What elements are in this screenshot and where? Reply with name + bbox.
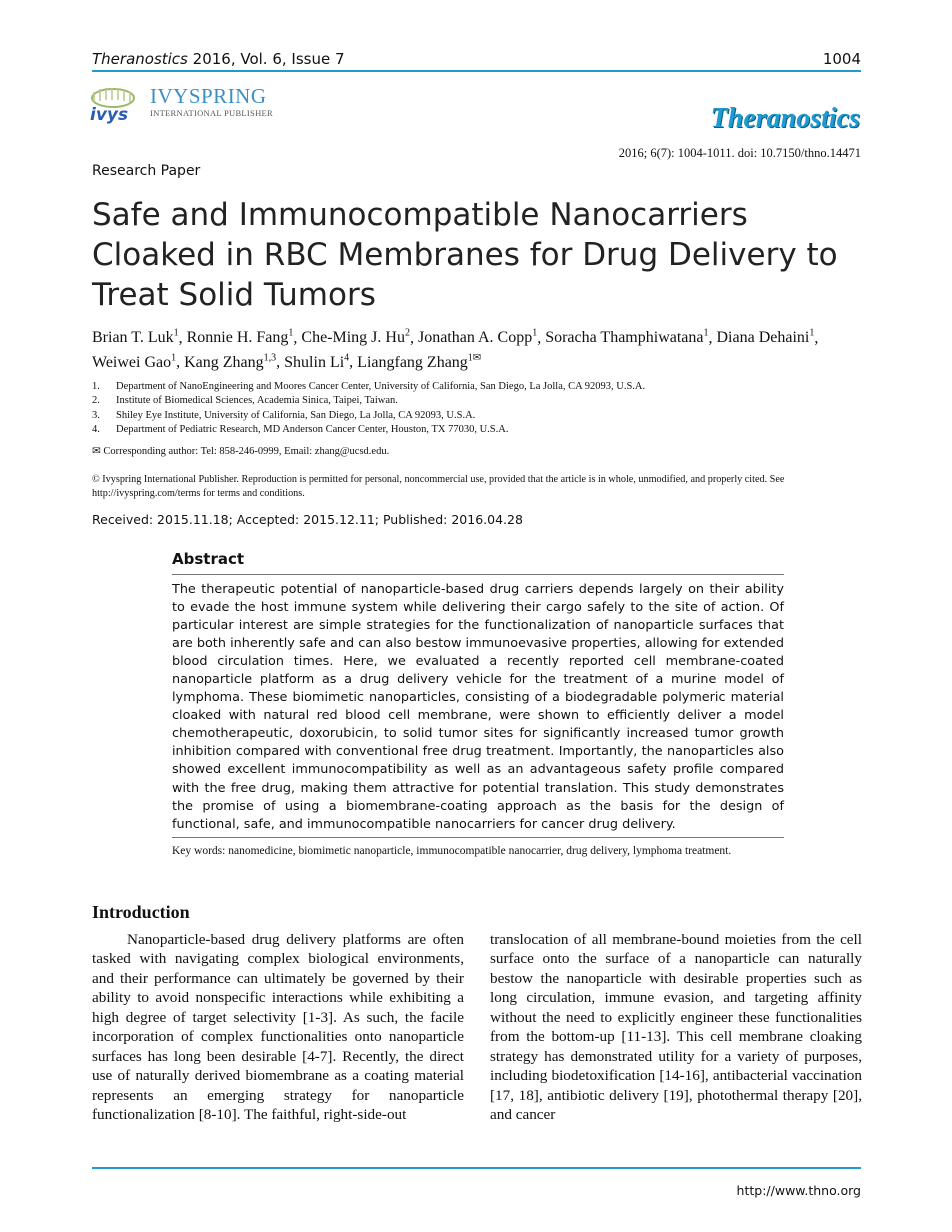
author-name: Che-Ming J. Hu (301, 329, 405, 347)
author (92, 354, 176, 371)
corresponding-author: ✉ Corresponding author: Tel: 858-246-0999, Email: zhang@ucsd.edu. (92, 446, 390, 457)
journal-url-link[interactable]: http://www.thno.org (736, 1183, 861, 1198)
journal-logo: Theranostics (710, 103, 860, 134)
footer-rule (92, 1167, 861, 1169)
publisher-sub: INTERNATIONAL PUBLISHER (150, 108, 273, 118)
publisher-name: IVYSPRING (150, 84, 267, 108)
affiliation (92, 409, 862, 423)
header-rule (92, 70, 861, 72)
author (357, 354, 481, 371)
intro-left-column: Nanoparticle-based drug delivery platforms are often tasked with navigating complex biological environments, and their performance can ultimately be governed by their ability to avoid nonspecific interactions while exhibiting a high degree of target selectivity [1-3]. As such, the facile incorporation of complex functionalities onto nanoparticle surfaces has long been desirable [4-7]. Recently, the direct use of naturally derived biomembrane as a coating material represents an emerging strategy for nanoparticle functionalization [8-10]. The faithful, right-side-out (92, 931, 464, 1124)
section-heading-introduction: Introduction (92, 902, 190, 922)
author-affiliation: 1 (288, 328, 294, 339)
abstract-text: The therapeutic potential of nanoparticle-based drug carriers depends largely on their ability to evade the host immune system while delivering their cargo safely to the site of action. Of particular interest are simple strategies for the functionalization of nanoparticle surfaces that are both inherently safe and can also bestow immunoevasive properties, allowing for extended blood circulation times. Here, we evaluated a recently reported cell membrane-coated nanoparticle platform as a drug delivery vehicle for the treatment of a murine model of lymphoma. These biomimetic nanoparticles, consisting of a biodegradable polymeric material cloaked with natural red blood cell membrane, were shown to efficiently deliver a model chemotherapeutic, doxorubicin, to solid tumor sites for significantly increased tumor growth inhibition compared with conventional free drug treatment. Importantly, the nanoparticles also showed excellent immunocompatibility as well as an advantageous safety profile compared with the free drug, making them attractive for potential translation. This study demonstrates the promise of using a biomembrane-coating approach as the basis for the design of functional, safe, and immunocompatible nanocarriers for cancer drug delivery. (172, 582, 784, 832)
author-name: Jonathan A. Copp (417, 329, 533, 347)
author-list: Brian T. Luk$^1$, Ronnie H. Fang$^1$, Che-Ming J. Hu$^2$, Jonathan A. Copp$^1$, Soracha Thamphiwatana$^1$, Diana Dehaini$^1$, Weiwei Gao$^1$, Kang Zhang$^{1,3}$, Shulin Li$^4$, Liangfang Zhang$^{1✉}$ (92, 328, 819, 371)
affiliation-number: 1. (92, 381, 100, 392)
author-name: Ronnie H. Fang (186, 329, 289, 347)
affiliation (92, 380, 862, 394)
author-name: Diana Dehaini (716, 329, 810, 347)
author-affiliation: 1 (173, 328, 179, 339)
abstract-heading: Abstract (172, 550, 245, 568)
affiliation-number: 2. (92, 395, 100, 407)
affiliations (92, 380, 862, 437)
author-affiliation: 1✉ (467, 352, 482, 364)
affiliation (92, 423, 862, 437)
author (184, 354, 276, 371)
page-number: 1004 (822, 50, 861, 68)
publication-dates: Received: 2015.11.18; Accepted: 2015.12.11; Published: 2016.04.28 (92, 512, 523, 527)
author (301, 329, 410, 346)
journal-name: Theranostics (92, 50, 188, 68)
paper-type: Research Paper (92, 163, 201, 179)
author-name: Brian T. Luk (92, 329, 174, 347)
author-affiliation: 4 (344, 352, 350, 364)
abstract-box (172, 574, 784, 838)
affiliation-text: Shiley Eye Institute, University of California, San Diego, La Jolla, CA 92093, U.S.A. (116, 409, 476, 421)
affiliation-text: Department of NanoEngineering and Moores Cancer Center, University of California, San Diego, La Jolla, CA 92093, U.S.A. (116, 381, 646, 392)
affiliation (92, 394, 862, 408)
issue-info: 2016, Vol. 6, Issue 7 (192, 50, 345, 68)
author-name: Shulin Li (284, 353, 345, 371)
copyright-notice: © Ivyspring International Publisher. Reproduction is permitted for personal, noncommercial use, provided that the article is in whole, unmodified, and properly cited. See http://ivyspring.com/terms for terms and conditions. (92, 474, 785, 499)
author-name: Liangfang Zhang (357, 353, 468, 371)
paper-title: Safe and Immunocompatible Nanocarriers Cloaked in RBC Membranes for Drug Delivery to Treat Solid Tumors (92, 197, 838, 313)
citation: 2016; 6(7): 1004-1011. doi: 10.7150/thno.14471 (618, 146, 861, 160)
ivys-mark: ivys (90, 105, 129, 124)
author (717, 329, 815, 346)
affiliation-text: Institute of Biomedical Sciences, Academia Sinica, Taipei, Taiwan. (116, 395, 398, 407)
affiliation-number: 4. (92, 423, 100, 435)
intro-right-column: translocation of all membrane-bound moieties from the cell surface onto the surface of a nanoparticle can naturally bestow the nanoparticle with desirable properties such as long circulation, immune evasion, and targeting affinity without the need to explicitly engineer these functionalities from the bottom-up [11-13]. This cell membrane cloaking strategy has demonstrated utility for a variety of purposes, including biodetoxification [14-16], antibacterial vaccination [17, 18], antibiotic delivery [19], photothermal therapy [20], and cancer (490, 931, 862, 1124)
author (187, 329, 294, 346)
author (92, 329, 179, 346)
author-name: Weiwei Gao (92, 353, 172, 371)
author-name: Kang Zhang (184, 353, 264, 371)
author (545, 329, 708, 346)
author-affiliation: 1 (703, 328, 709, 339)
author-affiliation: 2 (404, 328, 410, 339)
affiliation-text: Department of Pediatric Research, MD Anderson Cancer Center, Houston, TX 77030, U.S.A. (116, 423, 509, 435)
keywords: Key words: nanomedicine, biomimetic nanoparticle, immunocompatible nanocarrier, drug delivery, lymphoma treatment. (172, 845, 732, 857)
author-name: Soracha Thamphiwatana (545, 329, 704, 347)
running-header (92, 50, 345, 68)
author-affiliation: 1,3 (263, 352, 277, 364)
author-affiliation: 1 (809, 328, 815, 339)
ivyspring-logo-icon (88, 84, 146, 124)
author-affiliation: 1 (171, 352, 177, 364)
author-affiliation: 1 (532, 328, 538, 339)
author (418, 329, 537, 346)
author (284, 354, 349, 371)
affiliation-number: 3. (92, 409, 100, 421)
